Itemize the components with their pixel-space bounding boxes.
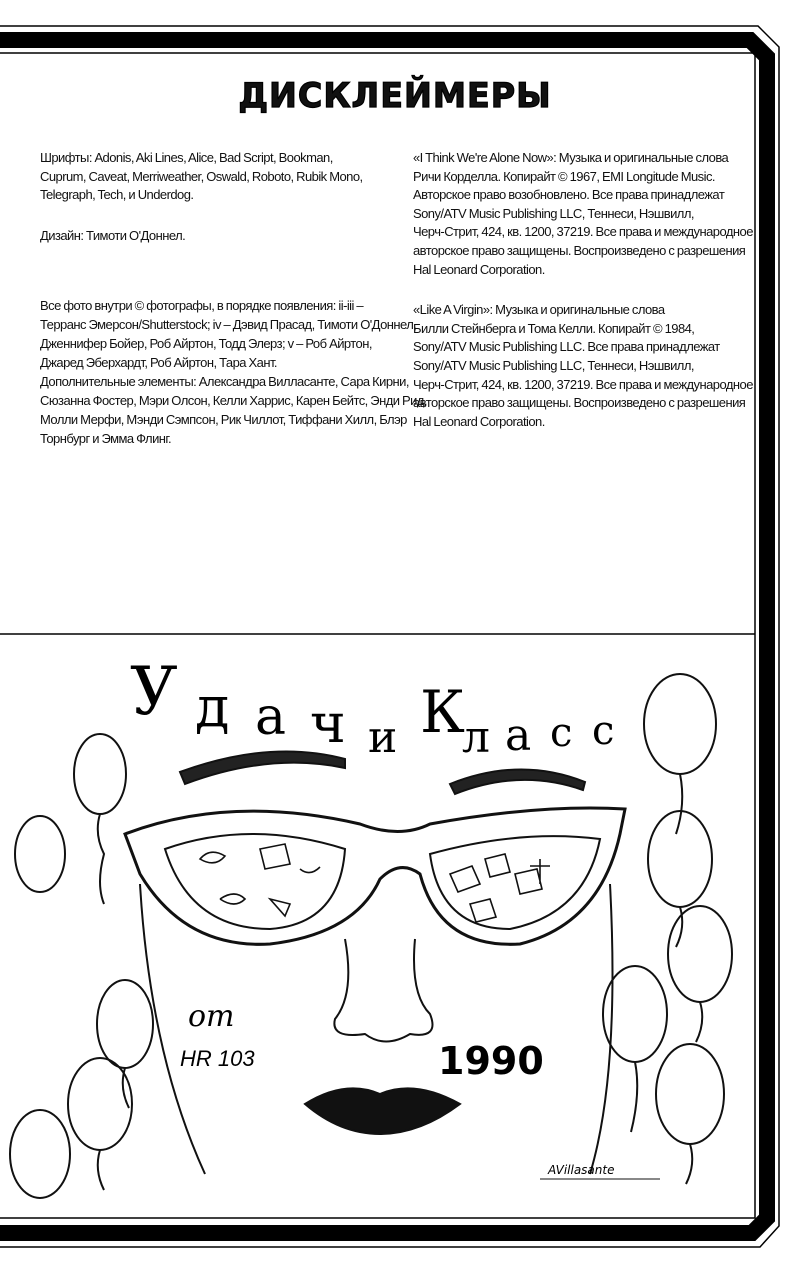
text-line: Торнбург и Эмма Флинг. <box>40 431 172 447</box>
headline-letter: с <box>550 710 573 756</box>
text-line: Cuprum, Caveat, Merriweather, Oswald, Roboto, Rubik Mono, <box>40 168 363 184</box>
from-text: от <box>188 999 235 1034</box>
page-title: ДИСКЛЕЙМЕРЫ <box>238 76 552 116</box>
left-eyebrow <box>180 751 345 784</box>
text-line: Джаред Эберхардт, Роб Айртон, Тара Хант. <box>40 355 277 371</box>
text-line: Авторское право возобновлено. Все права принадлежат <box>413 187 725 203</box>
glasses <box>125 808 625 944</box>
author-text: HR 103 <box>180 1046 255 1071</box>
headline-text <box>130 653 614 763</box>
headline-letter: д <box>195 675 230 740</box>
illustration <box>0 634 755 1218</box>
right-eyebrow <box>450 769 585 794</box>
headline-letter: а <box>505 710 532 761</box>
headline-letter: с <box>592 708 615 754</box>
year-text: 1990 <box>438 1039 544 1083</box>
right-column <box>413 149 753 431</box>
lips <box>305 1088 460 1134</box>
text-line: Sony/ATV Music Publishing LLC, Теннеси, Нэшвилл, <box>413 205 694 221</box>
text-line: Терранс Эмерсон/Shutterstock; iv – Дэвид Прасад, Тимоти О'Доннел, <box>40 317 417 333</box>
song-credit-like-a-virgin <box>413 301 753 431</box>
text-line: Hal Leonard Corporation. <box>413 261 545 277</box>
text-line: Дополнительные элементы: Александра Вилласанте, Сара Кирни, <box>40 374 409 390</box>
text-line: Черч-Стрит, 424, кв. 1200, 37219. Все права и международное <box>413 224 753 240</box>
text-line: «Like A Virgin»: Музыка и оригинальные слова <box>413 302 665 318</box>
headline-lettering <box>130 653 614 763</box>
text-line: авторское право защищены. Воспроизведено с разрешения <box>413 395 746 411</box>
lens-doodles <box>200 844 550 922</box>
text-line: Шрифты: Adonis, Aki Lines, Alice, Bad Script, Bookman, <box>40 150 333 165</box>
headline-letter: К <box>420 678 465 746</box>
text-line: Hal Leonard Corporation. <box>413 413 545 429</box>
text-line: Все фото внутри © фотографы, в порядке появления: ii-iii – <box>40 298 364 314</box>
text-line: Sony/ATV Music Publishing LLC, Теннеси, Нэшвилл, <box>413 357 694 373</box>
text-line: Сюзанна Фостер, Мэри Олсон, Келли Харрис, Карен Бейтс, Энди Рид, <box>40 393 427 409</box>
artist-signature: AVillasante <box>548 1163 615 1177</box>
headline-letter: л <box>462 712 490 763</box>
text-line: Билли Стейнберга и Тома Келли. Копирайт © 1984, <box>413 320 695 336</box>
headline-letter: ч <box>310 692 346 755</box>
headline-letter: а <box>255 687 287 747</box>
text-line: Дизайн: Тимоти О'Доннел. <box>40 227 186 243</box>
left-column <box>40 149 427 448</box>
nose <box>334 939 432 1042</box>
song-credit-alone-now <box>413 149 753 279</box>
text-line: авторское право защищены. Воспроизведено с разрешения <box>413 242 746 258</box>
text-line: Ричи Корделла. Копирайт © 1967, EMI Longitude Music. <box>413 168 715 184</box>
text-line: Черч-Стрит, 424, кв. 1200, 37219. Все права и международное <box>413 376 753 392</box>
design-credit <box>40 227 427 246</box>
headline-letter: У <box>130 653 178 730</box>
text-line: Telegraph, Tech, и Underdog. <box>40 187 194 203</box>
text-line: «I Think We're Alone Now»: Музыка и оригинальные слова <box>413 150 729 165</box>
headline-letter: и <box>368 712 398 763</box>
text-line: Молли Мерфи, Мэнди Сэмпсон, Рик Чиллот, Тиффани Хилл, Блэр <box>40 412 407 428</box>
photo-credits <box>40 296 427 448</box>
text-line: Sony/ATV Music Publishing LLC. Все права принадлежат <box>413 339 720 355</box>
text-line: Дженнифер Бойер, Роб Айртон, Тодд Элерз; v – Роб Айртон, <box>40 336 372 352</box>
fonts-credit <box>40 149 427 205</box>
